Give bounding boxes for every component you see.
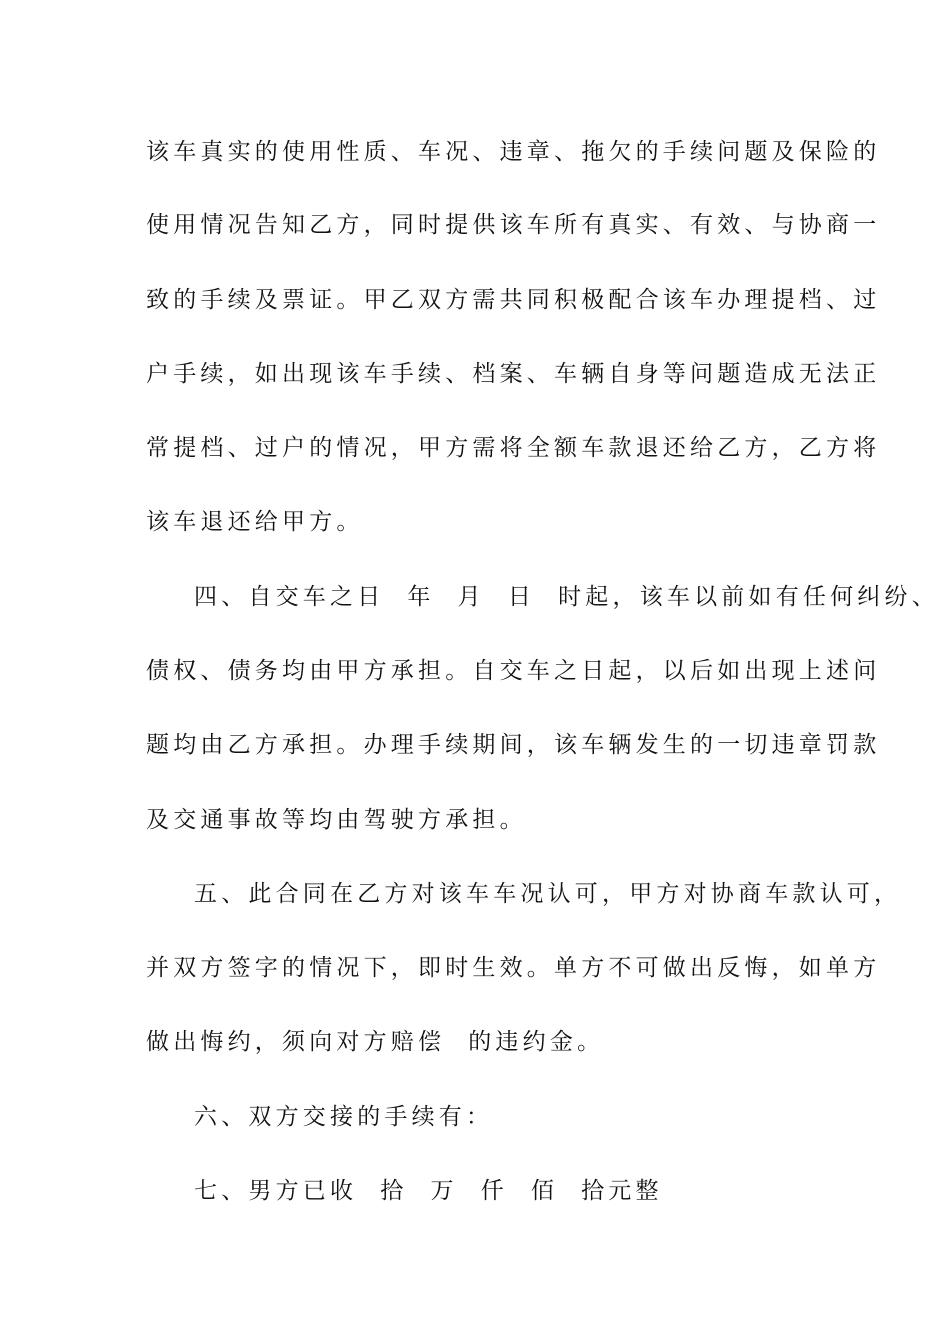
- clause-five-line-3: 做出悔约，须向对方赔偿 的违约金。: [146, 1029, 605, 1055]
- paragraph-line-2: 使用情况告知乙方，同时提供该车所有真实、有效、与协商一: [146, 212, 881, 238]
- paragraph-line-5: 常提档、过户的情况，甲方需将全额车款退还给乙方，乙方将: [146, 435, 881, 461]
- clause-four-line-4: 及交通事故等均由驾驶方承担。: [146, 807, 527, 833]
- paragraph-line-3: 致的手续及票证。甲乙双方需共同积极配合该车办理提档、过: [146, 287, 881, 313]
- clause-six-line: 六、双方交接的手续有：: [194, 1104, 494, 1130]
- clause-four-line-2: 债权、债务均由甲方承担。自交车之日起，以后如出现上述问: [146, 658, 881, 684]
- clause-four-line-1: 四、自交车之日 年 月 日 时起，该车以前如有任何纠纷、: [194, 584, 939, 610]
- paragraph-line-6: 该车退还给甲方。: [146, 509, 364, 535]
- paragraph-line-1: 该车真实的使用性质、车况、违章、拖欠的手续问题及保险的: [146, 139, 881, 165]
- clause-seven-line: 七、男方已收 拾 万 仟 佰 拾元整: [194, 1178, 663, 1204]
- clause-five-line-2: 并双方签字的情况下，即时生效。单方不可做出反悔，如单方: [146, 955, 881, 981]
- clause-four-line-3: 题均由乙方承担。办理手续期间，该车辆发生的一切违章罚款: [146, 732, 881, 758]
- clause-five-line-1: 五、此合同在乙方对该车车况认可，甲方对协商车款认可，: [194, 881, 902, 907]
- paragraph-line-4: 户手续，如出现该车手续、档案、车辆自身等问题造成无法正: [146, 361, 881, 387]
